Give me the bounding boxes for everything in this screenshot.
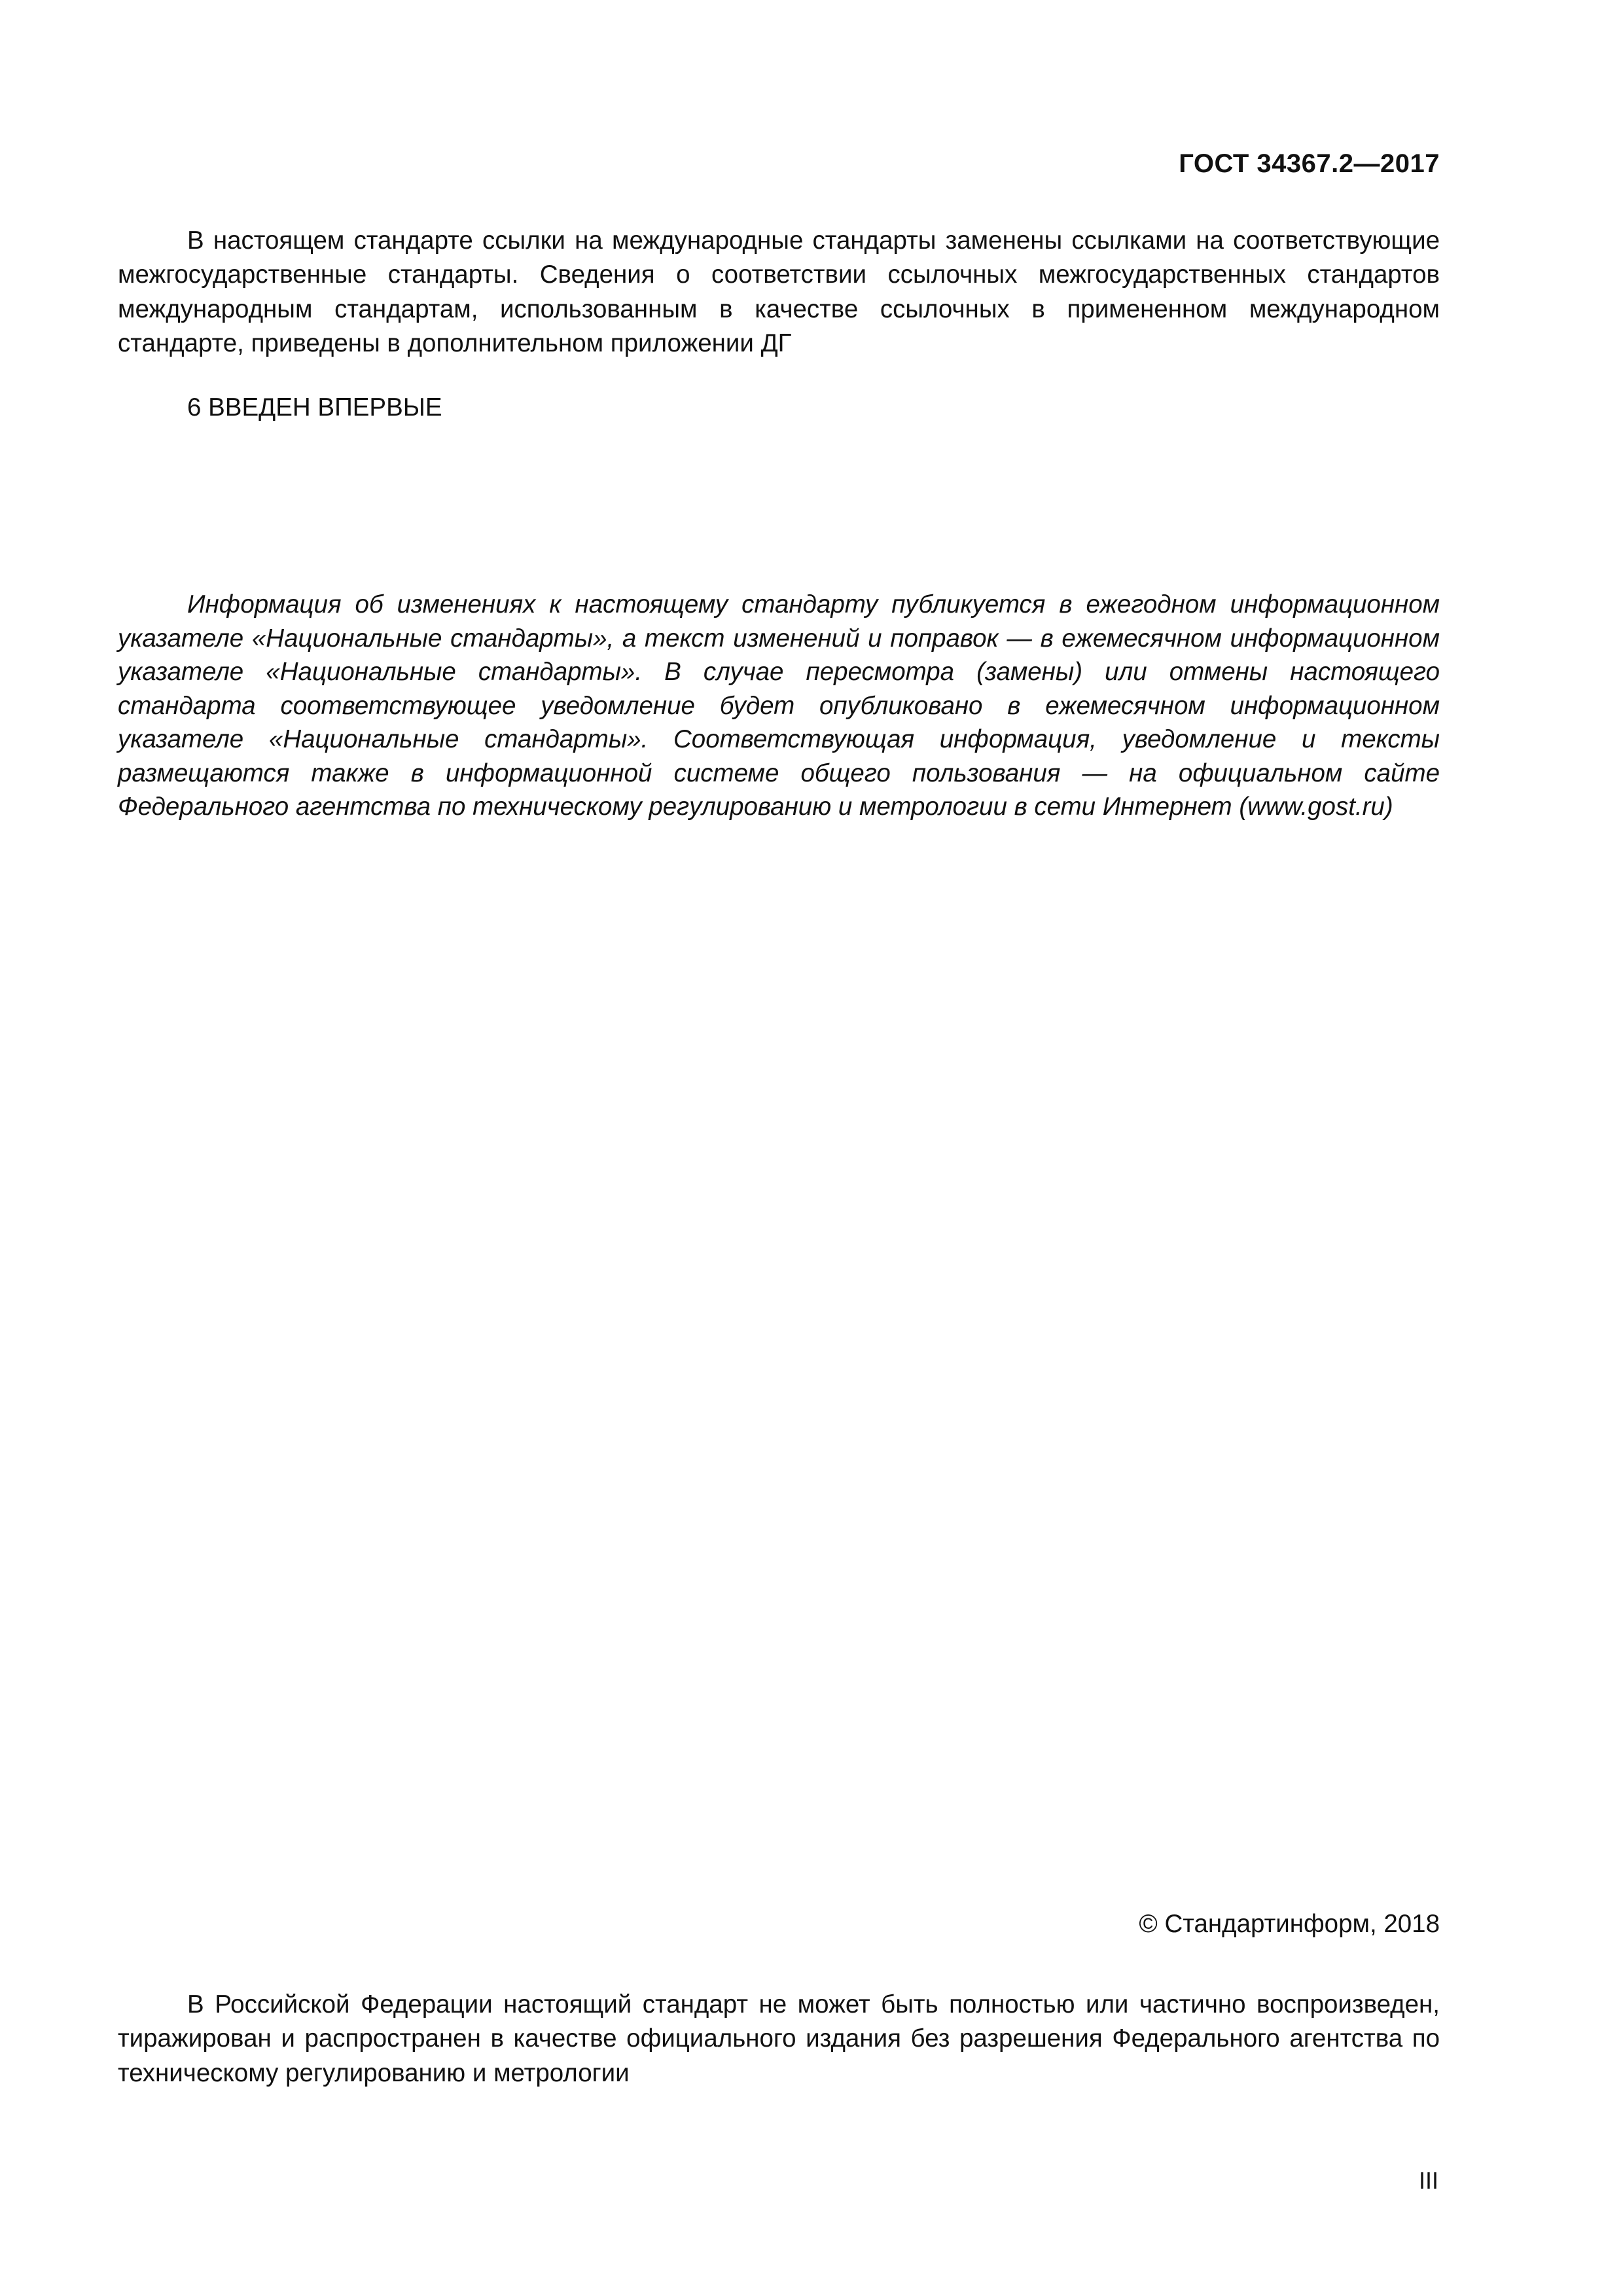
- rights-paragraph: В Российской Федерации настоящий стандарт не может быть полностью или частично воспроизведен, тиражирован и распространен в качестве официального издания без разрешения Федерального агентства по техническому регулированию и метрологии: [118, 1990, 1440, 2087]
- standard-code: ГОСТ 34367.2—2017: [1179, 149, 1440, 178]
- references-paragraph: В настоящем стандарте ссылки на международные стандарты заменены ссылками на соответствующие межгосударственные стандарты. Сведения о соответствии ссылочных межгосударственных стандартов международным стандартам, использованным в качестве ссылочных в примененном международном стандарте, приведены в дополнительном приложении ДГ: [118, 226, 1440, 358]
- section-6-heading: 6 ВВЕДЕН ВПЕРВЫЕ: [187, 393, 442, 422]
- page-number: III: [1418, 2167, 1438, 2194]
- changes-info-paragraph: Информация об изменениях к настоящему стандарту публикуется в ежегодном информационном указателе «Национальные стандарты», а текст изменений и поправок — в ежемесячном информационном указателе «Национальные стандарты». В случае пересмотра (замены) или отмены настоящего стандарта соответствующее уведомление будет опубликовано в ежемесячном информационном указателе «Национальные стандарты». Соответствующая информация, уведомление и тексты размещаются также в информационной системе общего пользования — на официальном сайте Федерального агентства по техническому регулированию и метрологии в сети Интернет (www.gost.ru): [118, 590, 1440, 821]
- copyright-notice: © Стандартинформ, 2018: [1139, 1910, 1440, 1938]
